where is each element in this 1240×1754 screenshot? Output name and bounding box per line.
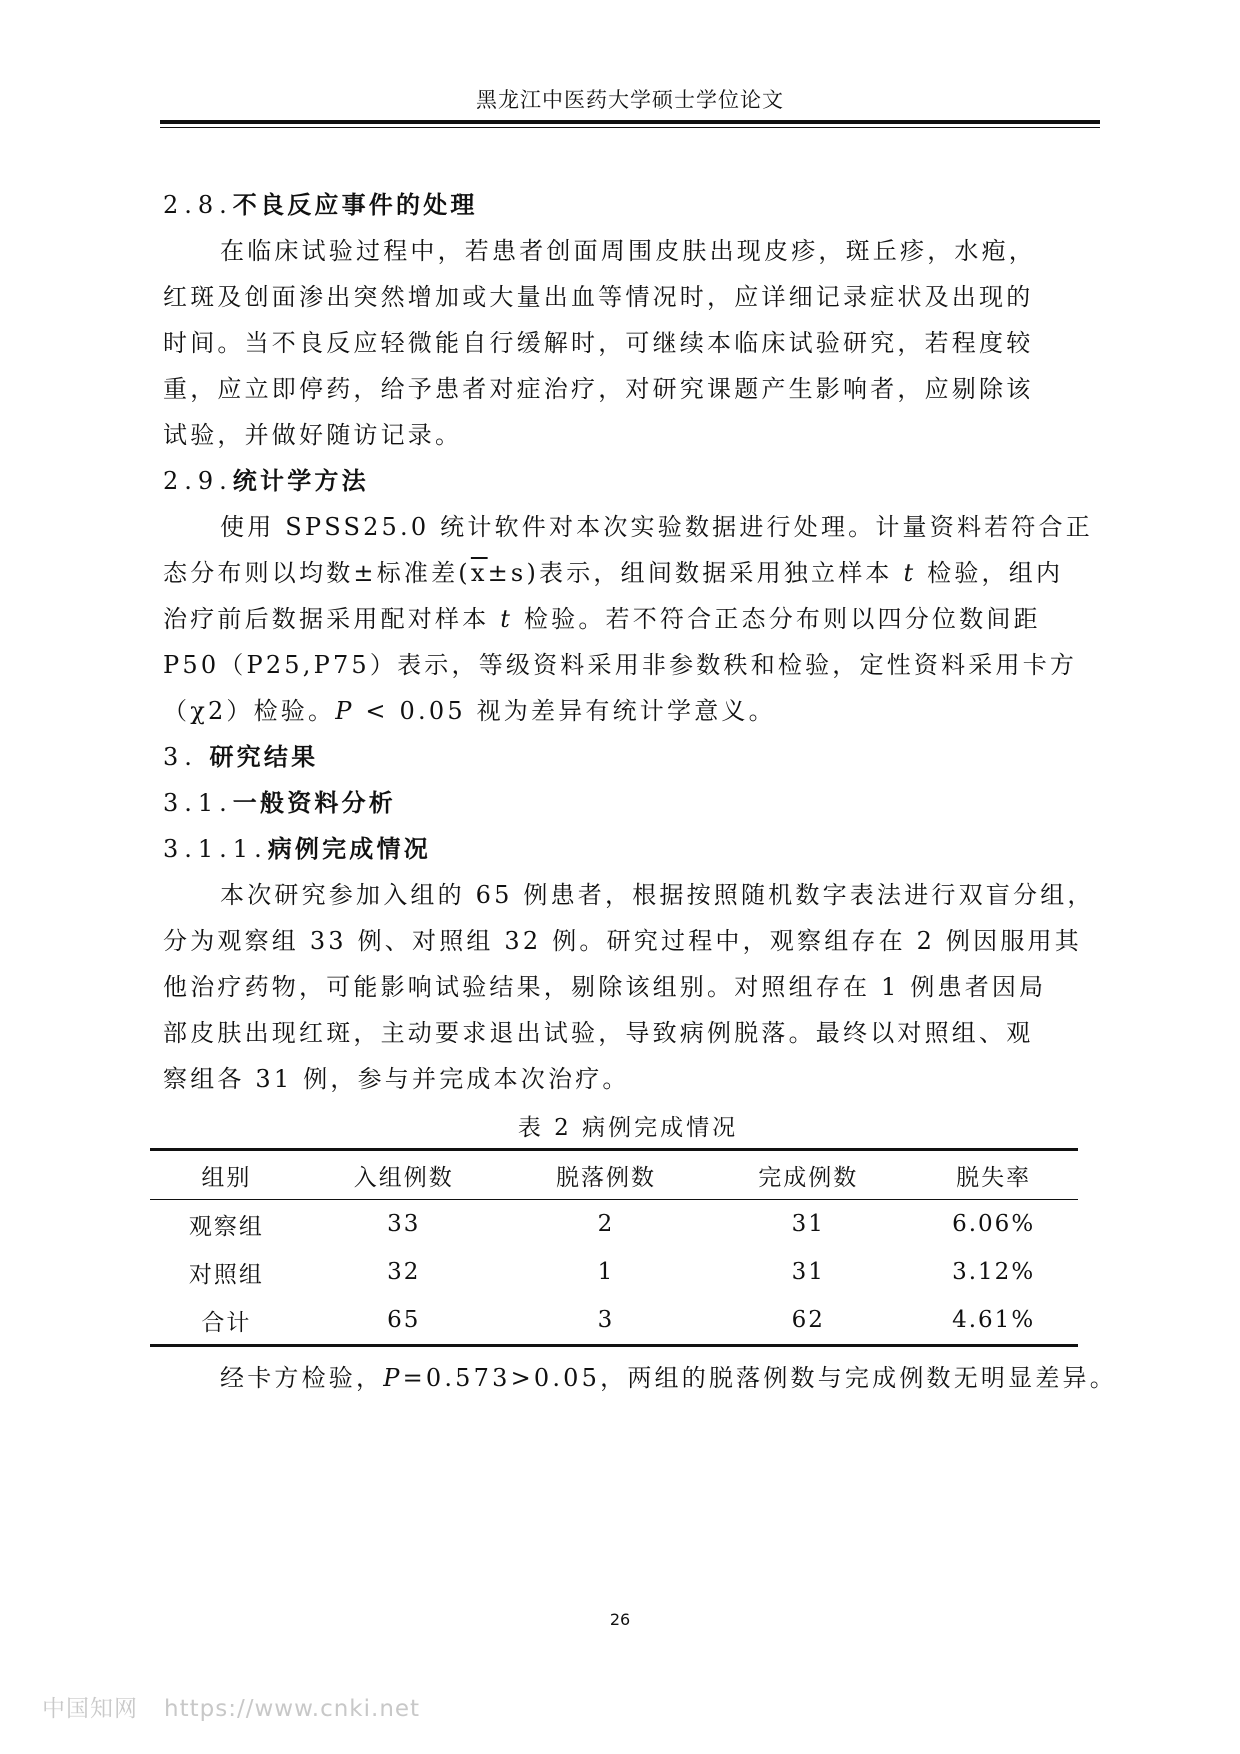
section-title: 病例完成情况 <box>267 834 431 863</box>
paragraph-line: 重，应立即停药，给予患者对症治疗，对研究课题产生影响者，应剔除该 <box>163 375 1034 403</box>
section-number: 3.1. <box>163 789 233 817</box>
section-heading-3-1 <box>163 780 1093 826</box>
section-title: 不良反应事件的处理 <box>232 190 478 219</box>
text-run: 检验。若不符合正态分布则以四分位数间距 <box>513 605 1041 633</box>
table-row <box>150 1296 1078 1346</box>
cnki-watermark <box>42 1690 446 1723</box>
running-header-title: 黑龙江中医药大学硕士学位论文 <box>476 88 784 112</box>
table-cell: 3 <box>597 1307 615 1333</box>
paragraph-line: 察组各 31 例，参与并完成本次治疗。 <box>163 1065 630 1093</box>
text-run: ±s)表示，组间数据采用独立样本 <box>487 559 904 587</box>
section-heading-2-9 <box>163 458 1093 504</box>
paragraph-line: 试验，并做好随访记录。 <box>163 421 463 449</box>
section-heading-3-1-1 <box>163 826 1093 872</box>
paragraph-line: 时间。当不良反应轻微能自行缓解时，可继续本临床试验研究，若程度较 <box>163 329 1034 357</box>
case-completion-table <box>150 1148 1078 1347</box>
text-run: 治疗前后数据采用配对样本 <box>163 605 501 633</box>
text-run: 检验，组内 <box>916 559 1064 587</box>
section-title: 统计学方法 <box>232 466 369 495</box>
paragraph-line: 分为观察组 33 例、对照组 32 例。研究过程中，观察组存在 2 例因服用其 <box>163 927 1082 955</box>
paragraph-line <box>163 596 1093 642</box>
t-symbol: t <box>903 559 917 587</box>
paragraph-line: 使用 SPSS25.0 统计软件对本次实验数据进行处理。计量资料若符合正 <box>220 513 1093 541</box>
text-run: =0.573>0.05，两组的脱落例数与完成例数无明显差异。 <box>402 1364 1117 1392</box>
table-cell: 4.61% <box>952 1307 1036 1333</box>
watermark-brand: 中国知网 <box>42 1696 138 1722</box>
column-header: 脱落例数 <box>505 1150 707 1200</box>
p-symbol: P <box>383 1364 403 1392</box>
table-cell: 合计 <box>201 1309 252 1336</box>
header-rule-thick <box>160 120 1100 124</box>
header-rule-thin <box>160 127 1100 128</box>
paragraph-line: 本次研究参加入组的 65 例患者，根据按照随机数字表法进行双盲分组， <box>220 881 1095 909</box>
section-number: 2.8. <box>163 191 233 219</box>
paragraph-line <box>163 550 1093 596</box>
table-cell: 31 <box>791 1259 825 1285</box>
table-cell: 3.12% <box>952 1259 1036 1285</box>
section-title: 研究结果 <box>209 742 319 771</box>
section-heading-2-8 <box>163 182 1093 228</box>
page-number: 26 <box>609 1610 631 1629</box>
column-header: 组别 <box>150 1150 303 1200</box>
paragraph-line: P50（P25,P75）表示，等级资料采用非参数秩和检验，定性资料采用卡方 <box>163 651 1078 679</box>
table-cell: 62 <box>791 1307 825 1333</box>
text-run: （χ2）检验。 <box>163 697 336 725</box>
table-cell: 65 <box>387 1307 421 1333</box>
paragraph-line: 红斑及创面渗出突然增加或大量出血等情况时，应详细记录症状及出现的 <box>163 283 1034 311</box>
paragraph-line: 在临床试验过程中，若患者创面周围皮肤出现皮疹，斑丘疹，水疱， <box>220 237 1036 265</box>
text-run: 态分布则以均数±标准差( <box>163 559 471 587</box>
table-cell: 对照组 <box>188 1261 264 1288</box>
column-header: 完成例数 <box>707 1150 909 1200</box>
table-cell: 32 <box>387 1259 421 1285</box>
paragraph-line: 他治疗药物，可能影响试验结果，剔除该组别。对照组存在 1 例患者因局 <box>163 973 1047 1001</box>
table-cell: 31 <box>791 1211 825 1237</box>
watermark-url: https://www.cnki.net <box>164 1696 421 1722</box>
p-symbol: P <box>335 697 355 725</box>
section-heading-3 <box>163 734 1093 780</box>
column-header: 入组例数 <box>303 1150 505 1200</box>
table-caption: 表 2 病例完成情况 <box>517 1115 739 1141</box>
section-number: 3.1.1. <box>163 835 268 863</box>
text-run: < 0.05 视为差异有统计学意义。 <box>354 697 776 725</box>
table-cell: 6.06% <box>952 1211 1036 1237</box>
table-cell: 33 <box>387 1211 421 1237</box>
mean-symbol: $\overline{x}$ <box>470 559 488 587</box>
paragraph-line <box>163 688 1093 734</box>
t-symbol: t <box>500 605 514 633</box>
table-header-row <box>150 1150 1078 1200</box>
section-title: 一般资料分析 <box>232 788 396 817</box>
paragraph-line: 部皮肤出现红斑，主动要求退出试验，导致病例脱落。最终以对照组、观 <box>163 1019 1034 1047</box>
paragraph-line <box>163 1355 1117 1401</box>
column-header: 脱失率 <box>909 1150 1078 1200</box>
table-row <box>150 1200 1078 1249</box>
section-number: 2.9. <box>163 467 233 495</box>
table-cell: 观察组 <box>188 1213 264 1240</box>
table-row <box>150 1248 1078 1296</box>
table-cell: 1 <box>597 1259 615 1285</box>
page-body <box>163 182 1117 1401</box>
table-cell: 2 <box>597 1211 615 1237</box>
section-number: 3. <box>163 743 198 771</box>
text-run: 经卡方检验， <box>220 1364 384 1392</box>
